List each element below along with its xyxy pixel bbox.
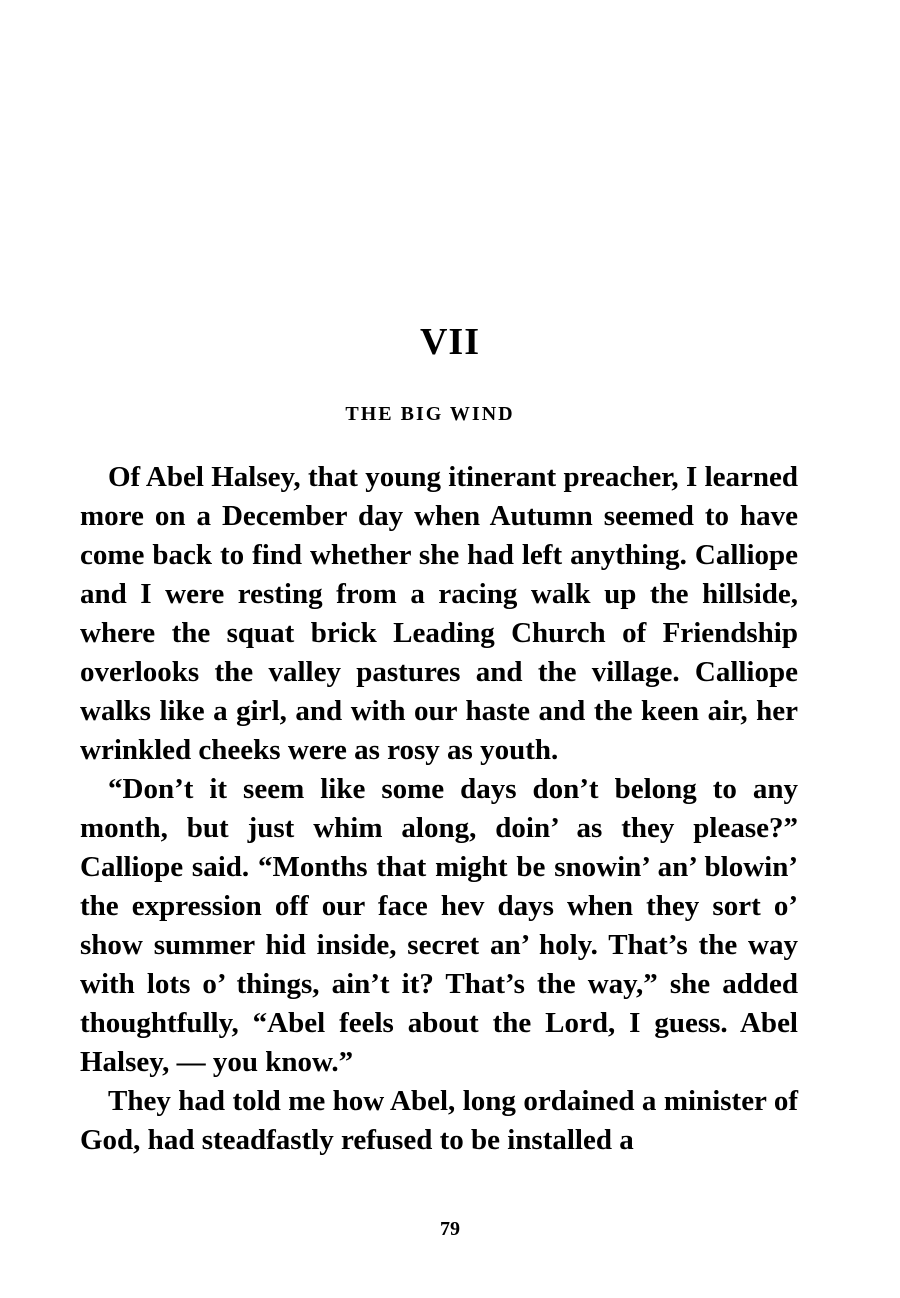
paragraph-3: They had told me how Abel, long ordained a minister of God, had steadfastly refused to be installed a <box>80 1085 798 1156</box>
chapter-title: THE BIG WIND <box>345 403 515 425</box>
chapter-body <box>80 458 798 1160</box>
chapter-number: VII <box>419 321 481 363</box>
page-number: 79 <box>440 1218 460 1240</box>
paragraph-1: Of Abel Halsey, that young itinerant preacher, I learned more on a December day when Autumn seemed to have come back to find whether she had left anything. Calliope and I were resting from a racing walk up the hillside, where the squat brick Leading Church of Friendship overlooks the valley pastures and the village. Calliope walks like a girl, and with our haste and the keen air, her wrinkled cheeks were as rosy as youth. <box>80 461 798 766</box>
paragraph-2: “Don’t it seem like some days don’t belong to any month, but just whim along, doin’ as they please?” Calliope said. “Months that might be snowin’ an’ blowin’ the expression off our face hev days when they sort o’ show summer hid inside, secret an’ holy. That’s the way with lots o’ things, ain’t it? That’s the way,” she added thoughtfully, “Abel feels about the Lord, I guess. Abel Halsey, — you know.” <box>80 773 798 1078</box>
